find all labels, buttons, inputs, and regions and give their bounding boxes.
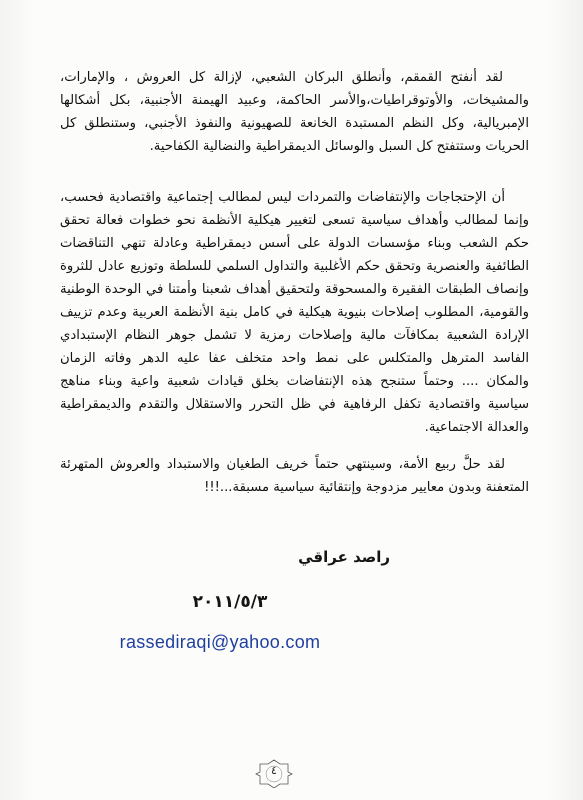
document-date: ٢٠١١/٥/٣	[192, 592, 268, 612]
paragraph-2: أن الإحتجاجات والإنتفاضات والتمردات ليس لمطالب إجتماعية واقتصادية فحسب، وإنما لمطالب وأهداف سياسية تسعى لتغيير هيكلية الأنظمة نحو خطوات فعالة تحقق حكم الشعب وبناء مؤسسات الدولة على أسس ديمقراطية وعادلة تنهي التناقضات الطائفية والعنصرية وتحقق حكم الأغلبية والتداول السلمي للسلطة وتوزيع عادل للثروة وإنصاف الطبقات الفقيرة والمسحوقة ولتحقيق أهداف شعبنا وأمتنا في الوحدة الوطنية والقومية، المطلوب إصلاحات بنيوية هيكلية في كامل بنية الأنظمة العربية وعدم تزييف الإرادة الشعبية بمكافآت مالية وإصلاحات رمزية لا تشمل جوهر النظام الإستبدادي الفاسد المترهل والمتكلس على نمط واحد متخلف عفا عليه الدهر وفاته الزمان والمكان .... وحتماً ستنجح هذه الإنتفاضات بخلق قيادات شعبية واعية وبناء مناهج سياسية واقتصادية تكفل الرفاهية في ظل التحرر والاستقلال والتقدم والديمقراطية والعدالة الاجتماعية.	[60, 190, 529, 435]
paragraph-1: لقد أنفتح القمقم، وأنطلق البركان الشعبي، لإزالة كل العروش ، والإمارات، والمشيخات، والأوتوقراطيات،والأسر الحاكمة، وعبيد الهيمنة الأجنبية، بكل أشكالها الإمبريالية، وكل النظم المستبدة الخانعة للصهيونية والنفوذ الأجنبي، وستنطلق كل الحريات وستتفتح كل السبل والوسائل الديمقراطية والنضالية الكفاحية.	[60, 70, 529, 154]
page-number: ٤	[271, 764, 277, 777]
author-email: rassediraqi@yahoo.com	[119, 632, 321, 652]
paragraph-3: لقد حلَّ ربيع الأمة، وسينتهي حتماً خريف الطغيان والاستبداد والعروش المتهرئة المتعفنة وبدون معايير مزدوجة وإنتقائية سياسية مسبقة...!!!	[60, 457, 529, 495]
author-signature: راصد عراقي	[298, 548, 390, 566]
